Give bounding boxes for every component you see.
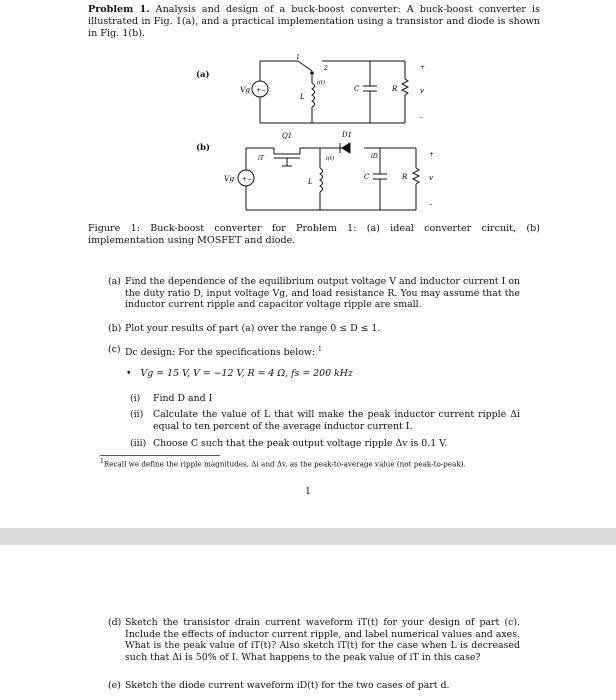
part-a-text: Find the dependence of the equilibrium output voltage V and inductor current I on the duty ratio D, input voltage Vg, and load resistance R. You may assume that the inductor current ripple and capacitor voltage ripple are small. (125, 276, 520, 311)
spec-values: Vg = 15 V, V = −12 V, R = 4 Ω, fs = 200 kHz (140, 368, 353, 379)
circuit-a-resistor: R (392, 85, 398, 93)
circuit-b-v: v (429, 174, 433, 182)
circuit-b-id: iD (371, 153, 378, 160)
part-c-ii-text: Calculate the value of L that will make the peak inductor current ripple Δi equal to ten percent of the average inductor current I. (153, 409, 520, 432)
part-c-i-text: Find D and I (153, 393, 213, 404)
part-e-text: Sketch the diode current waveform iD(t) for the two cases of part d. (125, 680, 450, 691)
spec-line (126, 368, 538, 380)
part-c-ii (130, 409, 520, 432)
part-c-footmark: 1 (318, 346, 322, 353)
circuit-b-transistor: Q1 (282, 132, 293, 140)
problem-statement (88, 4, 540, 41)
circuit-b-resistor: R (402, 173, 408, 181)
part-c-iii-label: (iii) (130, 438, 147, 449)
page-number: 1 (305, 486, 311, 497)
circuit-b-minus: – (429, 201, 432, 208)
spec-bullet: • (126, 368, 132, 379)
circuit-a-capacitor: C (354, 85, 360, 93)
part-c-iii (130, 438, 520, 450)
part-c-iii-text: Choose C such that the peak output voltage ripple Δv is 0.1 V. (153, 438, 448, 449)
circuit-b-capacitor: C (364, 173, 370, 181)
part-b-label: (b) (108, 323, 122, 334)
footnote-rule (100, 455, 220, 456)
part-b-text: Plot your results of part (a) over the range 0 ≤ D ≤ 1. (125, 323, 381, 334)
circuit-b-vg: Vg (224, 174, 235, 183)
circuit-a-current: i(t) (317, 80, 326, 86)
problem-title: Problem 1. (88, 4, 150, 15)
part-c-i (130, 393, 520, 405)
circuit-a-vg: Vg (240, 85, 251, 94)
part-d (108, 617, 520, 663)
circuit-b-diode: D1 (342, 131, 353, 139)
footnote-text: Recall we define the ripple magnitudes, Δi and Δv, as the peak-to-average value (not peak-to-peak). (103, 459, 466, 469)
vg-symbol-a: +− (256, 87, 267, 94)
part-c (108, 344, 520, 359)
circuit-b (224, 128, 440, 218)
circuit-a-plus: + (420, 64, 426, 71)
circuit-b-it: iT (258, 155, 264, 162)
circuit-a (230, 55, 430, 133)
vg-symbol-b: +− (242, 176, 253, 183)
figure-a-label: (a) (196, 70, 210, 80)
circuit-a-inductor: L (300, 93, 305, 101)
circuit-a-sw1: 1 (296, 54, 300, 61)
part-a (108, 276, 520, 311)
part-c-text: Dc design: For the specifications below: (125, 347, 316, 359)
part-e-label: (e) (108, 680, 121, 691)
part-e (108, 680, 520, 692)
part-d-label: (d) (108, 617, 122, 628)
part-c-label: (c) (108, 344, 121, 355)
part-a-label: (a) (108, 276, 121, 287)
circuit-b-current: i(t) (326, 156, 335, 162)
part-c-i-label: (i) (130, 393, 141, 404)
part-b (108, 323, 520, 335)
circuit-a-v: v (420, 87, 424, 95)
circuit-a-sw2: 2 (324, 65, 328, 72)
part-d-text: Sketch the transistor drain current waveform iT(t) for your design of part (c). Include the effects of inductor current ripple, and label numerical values and axes. What is the peak value of iT(t)? Also sketch iT(t) for the case when L is decreased such that Δi is 50% of I. What happens to the peak value of iT in this case? (125, 617, 520, 663)
page-separator (0, 528, 616, 545)
circuit-b-plus: + (429, 151, 435, 158)
circuit-a-minus: – (420, 114, 423, 121)
footnote (100, 457, 540, 468)
footnote-mark: 1 (100, 458, 104, 465)
figure-caption: Figure 1: Buck-boost converter for Problem 1: (a) ideal converter circuit, (b) implementation using MOSFET and diode. (88, 223, 540, 247)
figure-b-label: (b) (196, 143, 210, 153)
circuit-b-inductor: L (308, 178, 313, 186)
part-c-ii-label: (ii) (130, 409, 144, 420)
problem-intro: Analysis and design of a buck-boost converter: A buck-boost converter is illustrated in Fig. 1(a), and a practical implementation using a transistor and diode is shown in Fig. 1(b). (88, 4, 540, 40)
